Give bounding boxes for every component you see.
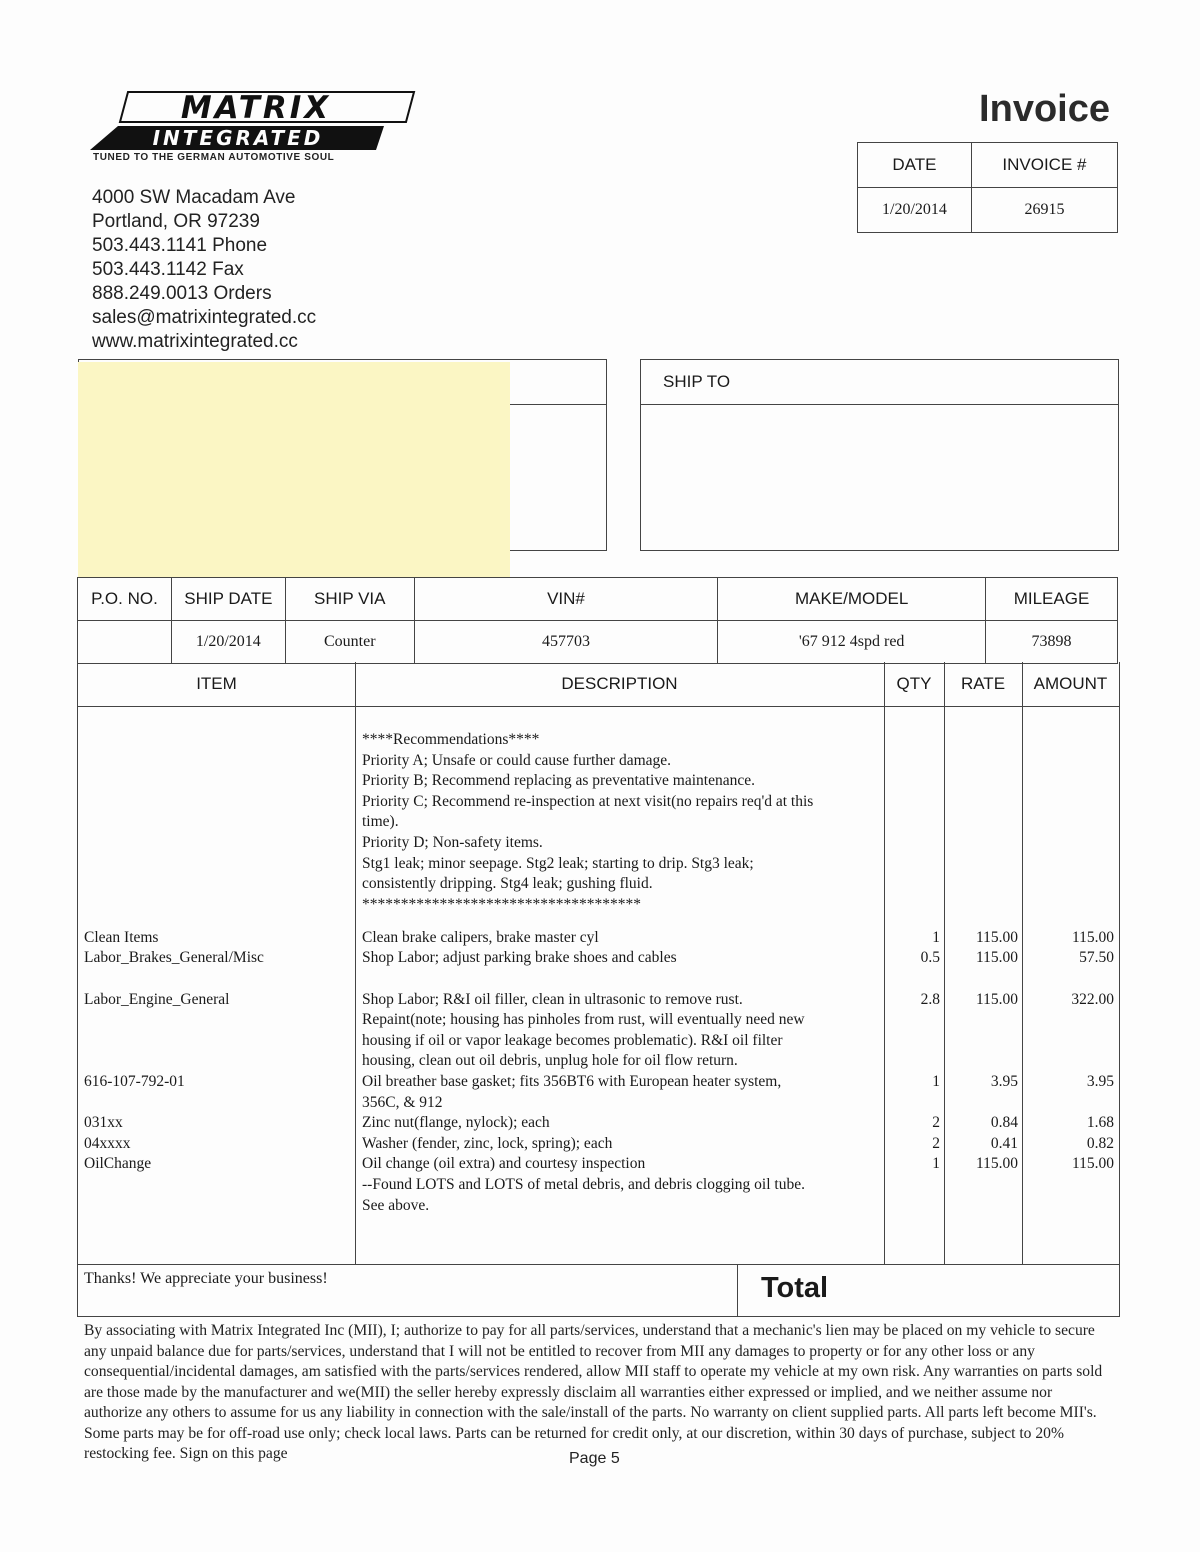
item-rate: 3.95 xyxy=(990,1072,1018,1090)
item-qty: 0.5 xyxy=(920,949,940,967)
mileage-value: 73898 xyxy=(986,621,1118,664)
item-description-line: housing if oil or vapor leakage becomes problematic). R&I oil filter xyxy=(362,1031,783,1049)
total-label: Total xyxy=(761,1272,829,1304)
ship-via-value: Counter xyxy=(285,621,414,664)
item-description-line: Repaint(note; housing has pinholes from rust, will eventually need new xyxy=(362,1011,805,1029)
item-qty: 2 xyxy=(932,1114,940,1132)
address-email: sales@matrixintegrated.cc xyxy=(92,307,317,328)
item-description-line: Shop Labor; R&I oil filler, clean in ultrasonic to remove rust. xyxy=(362,990,743,1008)
order-info-value-row xyxy=(78,621,1118,664)
document-title: Invoice xyxy=(979,88,1110,130)
item-qty: 1 xyxy=(932,928,940,946)
vin-header: VIN# xyxy=(414,578,718,621)
line-items-table xyxy=(77,662,1120,1265)
svg-text:INTEGRATED: INTEGRATED xyxy=(152,126,324,150)
address-fax: 503.443.1142 Fax xyxy=(92,259,244,280)
qty-column-header: QTY xyxy=(896,674,932,693)
ship-date-value: 1/20/2014 xyxy=(171,621,285,664)
recommendation-line: ****Recommendations**** xyxy=(362,731,540,748)
item-amount: 1.68 xyxy=(1086,1114,1114,1132)
item-code: 616-107-792-01 xyxy=(84,1072,185,1090)
recommendation-line: Priority B; Recommend replacing as preventative maintenance. xyxy=(362,772,755,790)
date-header: DATE xyxy=(858,143,972,188)
recommendation-line: Priority D; Non-safety items. xyxy=(362,834,543,851)
item-description-line: Zinc nut(flange, nylock); each xyxy=(362,1114,550,1132)
item-description-line: --Found LOTS and LOTS of metal debris, and debris clogging oil tube. xyxy=(362,1175,805,1193)
ship-date-header: SHIP DATE xyxy=(171,578,285,621)
description-column-header: DESCRIPTION xyxy=(561,674,678,693)
address-orders: 888.249.0013 Orders xyxy=(92,283,272,304)
item-amount: 0.82 xyxy=(1086,1134,1114,1152)
vin-value: 457703 xyxy=(414,621,718,664)
item-description-line: Oil change (oil extra) and courtesy inspection xyxy=(362,1155,646,1173)
item-description-line: 356C, & 912 xyxy=(362,1093,443,1111)
item-amount: 115.00 xyxy=(1071,1155,1114,1173)
date-value: 1/20/2014 xyxy=(858,188,972,233)
recommendation-line: Stg1 leak; minor seepage. Stg2 leak; starting to drip. Stg3 leak; xyxy=(362,854,754,872)
po-number-value xyxy=(78,621,172,664)
item-amount: 3.95 xyxy=(1086,1072,1114,1090)
recommendation-line: consistently dripping. Stg4 leak; gushing fluid. xyxy=(362,875,653,893)
item-column-header: ITEM xyxy=(196,674,237,693)
svg-text:MATRIX: MATRIX xyxy=(180,90,332,126)
page-number: Page 5 xyxy=(569,1450,620,1467)
item-description-line: See above. xyxy=(362,1196,430,1214)
recommendation-line: ************************************ xyxy=(362,895,641,913)
ship-via-header: SHIP VIA xyxy=(285,578,414,621)
rate-column-header: RATE xyxy=(960,674,1006,693)
amount-column-header: AMOUNT xyxy=(1033,674,1108,693)
item-code: Labor_Brakes_General/Misc xyxy=(84,949,264,967)
totals-row xyxy=(77,1264,1120,1317)
address-street: 4000 SW Macadam Ave xyxy=(92,187,296,208)
redaction-highlight xyxy=(78,362,510,578)
item-code: 031xx xyxy=(84,1114,123,1132)
item-description-line: Washer (fender, zinc, lock, spring); each xyxy=(362,1134,613,1152)
item-rate: 115.00 xyxy=(975,1155,1018,1173)
item-rate: 115.00 xyxy=(975,928,1018,946)
address-phone: 503.443.1141 Phone xyxy=(92,235,268,256)
po-number-header: P.O. NO. xyxy=(78,578,172,621)
terms-and-conditions: By associating with Matrix Integrated Inc (MII), I; authorize to pay for all parts/services, understand that a mechanic's lien may be placed on my vehicle to secure any unpaid balance due for parts/services, understand that I will not be entitled to recover from MII any damages to property or for any other loss or any consequential/incidental damages, am satisfied with the parts/services rendered, allow MII staff to operate my vehicle at my own risk. Any warranties on parts sold are those made by the manufacturer and we(MII) the seller hereby expressly disclaim all warranties either expressed or implied, and we neither assume nor authorize any others to assume for us any liability in connection with the sale/install of the parts. No warranty on client supplied parts. All parts left become MII's. Some parts may be for off-road use only; check local laws. Parts can be returned for credit only, at our discretion, within 30 days of purchase, subject to 20% restocking fee. Sign on this page xyxy=(84,1322,1103,1462)
item-description-line: Oil breather base gasket; fits 356BT6 with European heater system, xyxy=(362,1072,782,1090)
item-qty: 2.8 xyxy=(920,990,940,1008)
date-invoice-box xyxy=(857,142,1118,233)
ship-to-label: SHIP TO xyxy=(663,372,731,391)
ship-to-box xyxy=(640,359,1119,551)
item-rate: 0.41 xyxy=(990,1134,1018,1152)
invoice-number-value: 26915 xyxy=(971,188,1117,233)
item-code: Labor_Engine_General xyxy=(84,990,230,1008)
item-qty: 2 xyxy=(932,1134,940,1152)
make-model-value: '67 912 4spd red xyxy=(718,621,986,664)
recommendation-line: Priority C; Recommend re-inspection at next visit(no repairs req'd at this xyxy=(362,792,814,810)
make-model-header: MAKE/MODEL xyxy=(718,578,986,621)
item-description-line: housing, clean out oil debris, unplug hole for oil flow return. xyxy=(362,1052,738,1070)
order-info-table xyxy=(77,577,1118,664)
item-qty: 1 xyxy=(932,1072,940,1090)
item-rate: 0.84 xyxy=(990,1114,1018,1132)
item-qty: 1 xyxy=(932,1155,940,1173)
order-info-header-row xyxy=(78,578,1118,621)
item-description-line: Shop Labor; adjust parking brake shoes and cables xyxy=(362,949,677,967)
recommendation-line: Priority A; Unsafe or could cause further damage. xyxy=(362,751,672,769)
address-website: www.matrixintegrated.cc xyxy=(92,331,298,352)
item-code: 04xxxx xyxy=(84,1134,131,1152)
item-description-line: Clean brake calipers, brake master cyl xyxy=(362,928,599,946)
item-rate: 115.00 xyxy=(975,990,1018,1008)
company-tagline: TUNED TO THE GERMAN AUTOMOTIVE SOUL xyxy=(93,152,335,163)
item-rate: 115.00 xyxy=(975,949,1018,967)
invoice-number-header: INVOICE # xyxy=(971,143,1117,188)
item-code: OilChange xyxy=(84,1155,152,1173)
company-address xyxy=(92,186,316,354)
item-amount: 57.50 xyxy=(1079,949,1114,967)
address-city: Portland, OR 97239 xyxy=(92,211,260,232)
item-code: Clean Items xyxy=(84,928,159,946)
item-amount: 115.00 xyxy=(1071,928,1114,946)
recommendation-line: time). xyxy=(362,813,399,831)
item-amount: 322.00 xyxy=(1071,990,1114,1008)
mileage-header: MILEAGE xyxy=(986,578,1118,621)
thanks-message: Thanks! We appreciate your business! xyxy=(84,1270,328,1287)
